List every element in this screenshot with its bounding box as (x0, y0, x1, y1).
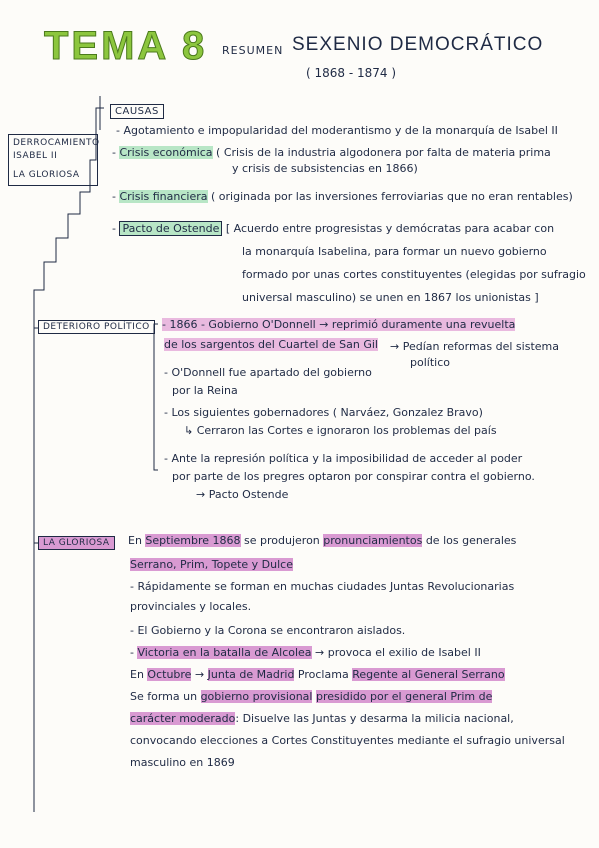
gloriosa-l9 (130, 712, 514, 726)
gloriosa-l7-b: → (191, 668, 208, 681)
gloriosa-alcolea: Victoria en la batalla de Alcolea (137, 646, 312, 659)
causa-3-text: ( originada por las inversiones ferroviarias que no eran rentables) (207, 190, 573, 203)
box-line-3: LA GLORIOSA (13, 170, 80, 180)
derrocamiento-box (8, 134, 98, 186)
causa-3-dash: - (112, 190, 120, 203)
deterioro-l6: ↳ Cerraron las Cortes e ignoraron los problemas del país (184, 424, 497, 437)
deterioro-l2-text: de los sargentos del Cuartel de San Gil (164, 338, 378, 351)
gloriosa-l8-a: Se forma un (130, 690, 201, 703)
tema-title: TEMA 8 (44, 24, 208, 68)
causa-2-dash: - (112, 146, 120, 159)
gloriosa-l6-a: - (130, 646, 138, 659)
deterioro-l1-text: - 1866 - Gobierno O'Donnell → reprimió duramente una revuelta (162, 318, 516, 331)
gloriosa-prim: presidido por el general Prim de (315, 690, 493, 703)
deterioro-l2 (164, 338, 378, 352)
pacto-ostende-box: Pacto de Ostende (119, 221, 222, 236)
causa-4-text: [ Acuerdo entre progresistas y demócratas para acabar con (222, 222, 555, 235)
causa-3 (112, 190, 573, 204)
gloriosa-l1-b: se produjeron (240, 534, 324, 547)
causas-label: CAUSAS (110, 104, 164, 119)
causa-2-text: ( Crisis de la industria algodonera por falta de materia prima (212, 146, 551, 159)
resumen-label: RESUMEN (222, 44, 284, 57)
gloriosa-gobierno: gobierno provisional (200, 690, 313, 703)
box-line-1: DERROCAMIENTO (13, 138, 100, 148)
deterioro-l4: por la Reina (172, 384, 238, 397)
gloriosa-octubre: Octubre (147, 668, 192, 681)
gloriosa-l3: - Rápidamente se forman en muchas ciudades Juntas Revolucionarias (130, 580, 515, 593)
causa-2-cont: y crisis de subsistencias en 1866) (232, 162, 418, 175)
deterioro-l3: - O'Donnell fue apartado del gobierno (164, 366, 372, 379)
gloriosa-junta: Junta de Madrid (207, 668, 295, 681)
gloriosa-l1-a: En (128, 534, 146, 547)
deterioro-l2b: → Pedían reformas del sistema (390, 340, 559, 353)
gloriosa-moderado: carácter moderado (130, 712, 236, 725)
deterioro-l7: - Ante la represión política y la imposibilidad de acceder al poder (164, 452, 523, 465)
gloriosa-l7-c: Proclama (294, 668, 353, 681)
gloriosa-l1-hl1: Septiembre 1868 (145, 534, 241, 547)
gloriosa-label: LA GLORIOSA (38, 536, 115, 550)
deterioro-l8: por parte de los pregres optaron por conspirar contra el gobierno. (172, 470, 535, 483)
causa-2-highlight: Crisis económica (119, 146, 213, 159)
page-title: SEXENIO DEMOCRÁTICO (292, 34, 544, 55)
deterioro-l2c: político (410, 356, 450, 369)
causa-4-l2: la monarquía Isabelina, para formar un nuevo gobierno (242, 245, 547, 258)
deterioro-label: DETERIORO POLÍTICO (38, 320, 155, 334)
gloriosa-l1-c: de los generales (422, 534, 517, 547)
gloriosa-l5: - El Gobierno y la Corona se encontraron aislados. (130, 624, 406, 637)
deterioro-l9: → Pacto Ostende (196, 488, 289, 501)
gloriosa-l2 (130, 558, 293, 572)
causa-3-highlight: Crisis financiera (119, 190, 208, 203)
gloriosa-l8 (130, 690, 492, 704)
gloriosa-l7-a: En (130, 668, 148, 681)
causa-2 (112, 146, 551, 160)
causa-4-l3: formado por unas cortes constituyentes (elegidas por sufragio (242, 268, 586, 281)
date-range: ( 1868 - 1874 ) (306, 66, 397, 80)
deterioro-l1 (162, 318, 515, 332)
gloriosa-generales: Serrano, Prim, Topete y Dulce (130, 558, 293, 571)
deterioro-l5: - Los siguientes gobernadores ( Narváez, Gonzalez Bravo) (164, 406, 483, 419)
gloriosa-l6-b: → provoca el exilio de Isabel II (311, 646, 481, 659)
causa-1: - Agotamiento e impopularidad del moderantismo y de la monarquía de Isabel II (116, 124, 558, 137)
causa-4 (112, 222, 554, 236)
gloriosa-regente: Regente al General Serrano (352, 668, 505, 681)
gloriosa-l10: convocando elecciones a Cortes Constituyentes mediante el sufragio universal (130, 734, 565, 747)
causa-4-dash: - (112, 222, 120, 235)
box-line-2: ISABEL II (13, 151, 58, 161)
gloriosa-l4: provinciales y locales. (130, 600, 252, 613)
gloriosa-l1-hl2: pronunciamientos (323, 534, 423, 547)
gloriosa-l6 (130, 646, 481, 660)
gloriosa-l1 (128, 534, 516, 548)
gloriosa-l7 (130, 668, 505, 682)
causa-4-l4: universal masculino) se unen en 1867 los unionistas ] (242, 291, 539, 304)
gloriosa-l9-b: : Disuelve las Juntas y desarma la milicia nacional, (235, 712, 514, 725)
gloriosa-l11: masculino en 1869 (130, 756, 235, 769)
